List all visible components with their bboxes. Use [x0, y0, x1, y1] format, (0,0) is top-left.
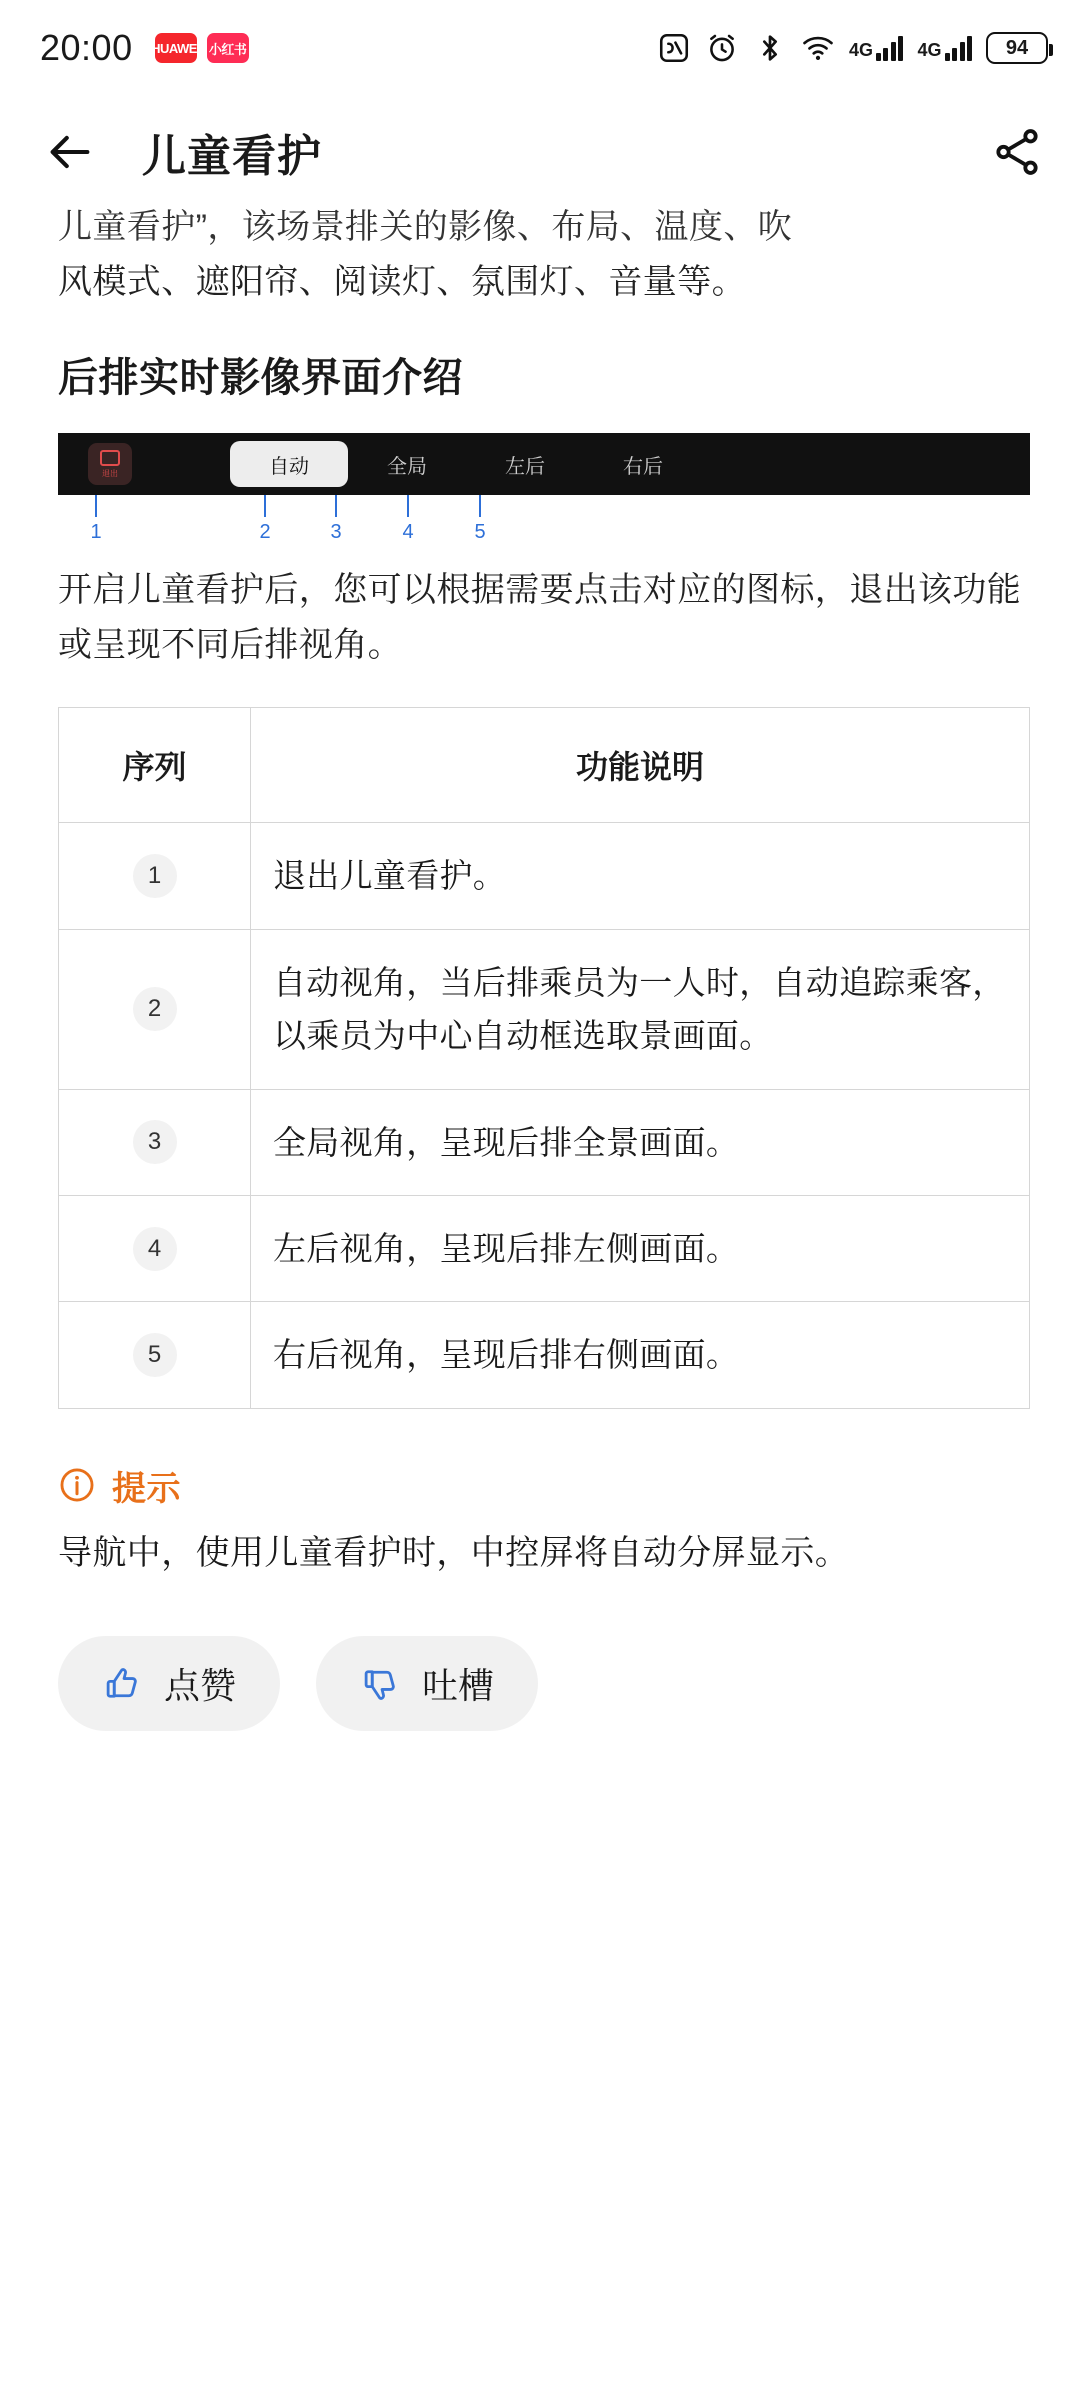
- battery-indicator: [986, 32, 1048, 64]
- table-cell-desc: 退出儿童看护。: [251, 823, 1030, 929]
- exit-badge-label: 退出: [102, 468, 118, 478]
- figure-tab-right-rear: 右后: [623, 455, 663, 478]
- status-icons: [657, 31, 1048, 65]
- info-icon: [58, 1466, 96, 1504]
- table-cell-index: 3: [59, 1089, 251, 1195]
- intro-line-1: 儿童看护”，该场景排关的影像、布局、温度、吹: [58, 208, 793, 246]
- table-cell-desc: 左后视角，呈现后排左侧画面。: [251, 1195, 1030, 1301]
- figure-tab-global: 全局: [387, 455, 427, 478]
- intro-line-2: 风模式、遮阳帘、阅读灯、氛围灯、音量等。: [58, 263, 746, 302]
- callout-3: 3: [316, 495, 356, 544]
- table-row: [59, 823, 1030, 929]
- figure-tabs: [230, 441, 702, 487]
- status-bar: [0, 0, 1088, 96]
- table-cell-index: 1: [59, 823, 251, 929]
- huawei-badge: HUAWEI: [155, 33, 197, 63]
- figure-callouts: [58, 495, 1030, 553]
- nfc-icon: [657, 31, 691, 65]
- table-cell-index: 2: [59, 929, 251, 1089]
- figure-tab-auto: 自动: [230, 441, 348, 487]
- table-header-index: 序列: [59, 708, 251, 823]
- table-cell-desc: 右后视角，呈现后排右侧画面。: [251, 1302, 1030, 1408]
- intro-paragraph: [58, 200, 1030, 304]
- ui-figure: [58, 433, 1030, 553]
- thumbs-up-icon: [102, 1663, 144, 1705]
- like-label: 点赞: [164, 1665, 237, 1707]
- table-row: [59, 929, 1030, 1089]
- signal-4g-one-icon: 4G: [849, 35, 904, 61]
- share-icon[interactable]: [990, 125, 1044, 179]
- wifi-icon: [801, 31, 835, 65]
- figure-tab-strip: [58, 433, 1030, 495]
- callout-2: 2: [245, 495, 285, 544]
- feedback-row: [58, 1636, 1030, 1731]
- page-title: 儿童看护: [142, 132, 322, 181]
- bluetooth-icon: [753, 31, 787, 65]
- tip-title: 提示: [112, 1469, 181, 1508]
- table-row: [59, 1302, 1030, 1408]
- table-header-row: [59, 708, 1030, 823]
- dislike-label: 吐槽: [422, 1665, 495, 1707]
- table-row: [59, 1089, 1030, 1195]
- callout-4: 4: [388, 495, 428, 544]
- alarm-icon: [705, 31, 739, 65]
- table-cell-index: 4: [59, 1195, 251, 1301]
- callout-5: 5: [460, 495, 500, 544]
- like-button[interactable]: [58, 1636, 280, 1731]
- exit-badge-icon: [88, 443, 132, 485]
- back-arrow-icon[interactable]: [44, 126, 96, 178]
- table-cell-index: 5: [59, 1302, 251, 1408]
- xiaohongshu-badge: 小红书: [207, 33, 249, 63]
- thumbs-down-icon: [360, 1663, 402, 1705]
- article-content: [0, 200, 1088, 1731]
- status-app-badges: [151, 33, 249, 63]
- status-time: 20:00: [40, 27, 133, 68]
- description-paragraph: 开启儿童看护后，您可以根据需要点击对应的图标，退出该功能或呈现不同后排视角。: [58, 571, 1022, 665]
- table-header-desc: 功能说明: [251, 708, 1030, 823]
- table-cell-desc: 自动视角，当后排乘员为一人时，自动追踪乘客，以乘员为中心自动框选取景画面。: [251, 929, 1030, 1089]
- battery-percent: 94: [1005, 36, 1029, 59]
- callout-1: 1: [76, 495, 116, 544]
- tip-body: 导航中，使用儿童看护时，中控屏将自动分屏显示。: [58, 1533, 850, 1572]
- dislike-button[interactable]: [316, 1636, 538, 1731]
- table-row: [59, 1195, 1030, 1301]
- app-header: [0, 96, 1088, 208]
- signal-4g-two-icon: 4G: [917, 35, 972, 61]
- figure-tab-left-rear: 左后: [505, 455, 545, 478]
- section-heading: 后排实时影像界面介绍: [58, 356, 463, 400]
- tip-header: [58, 1461, 1030, 1510]
- function-table: [58, 707, 1030, 1409]
- table-cell-desc: 全局视角，呈现后排全景画面。: [251, 1089, 1030, 1195]
- tip-block: [58, 1461, 1030, 1580]
